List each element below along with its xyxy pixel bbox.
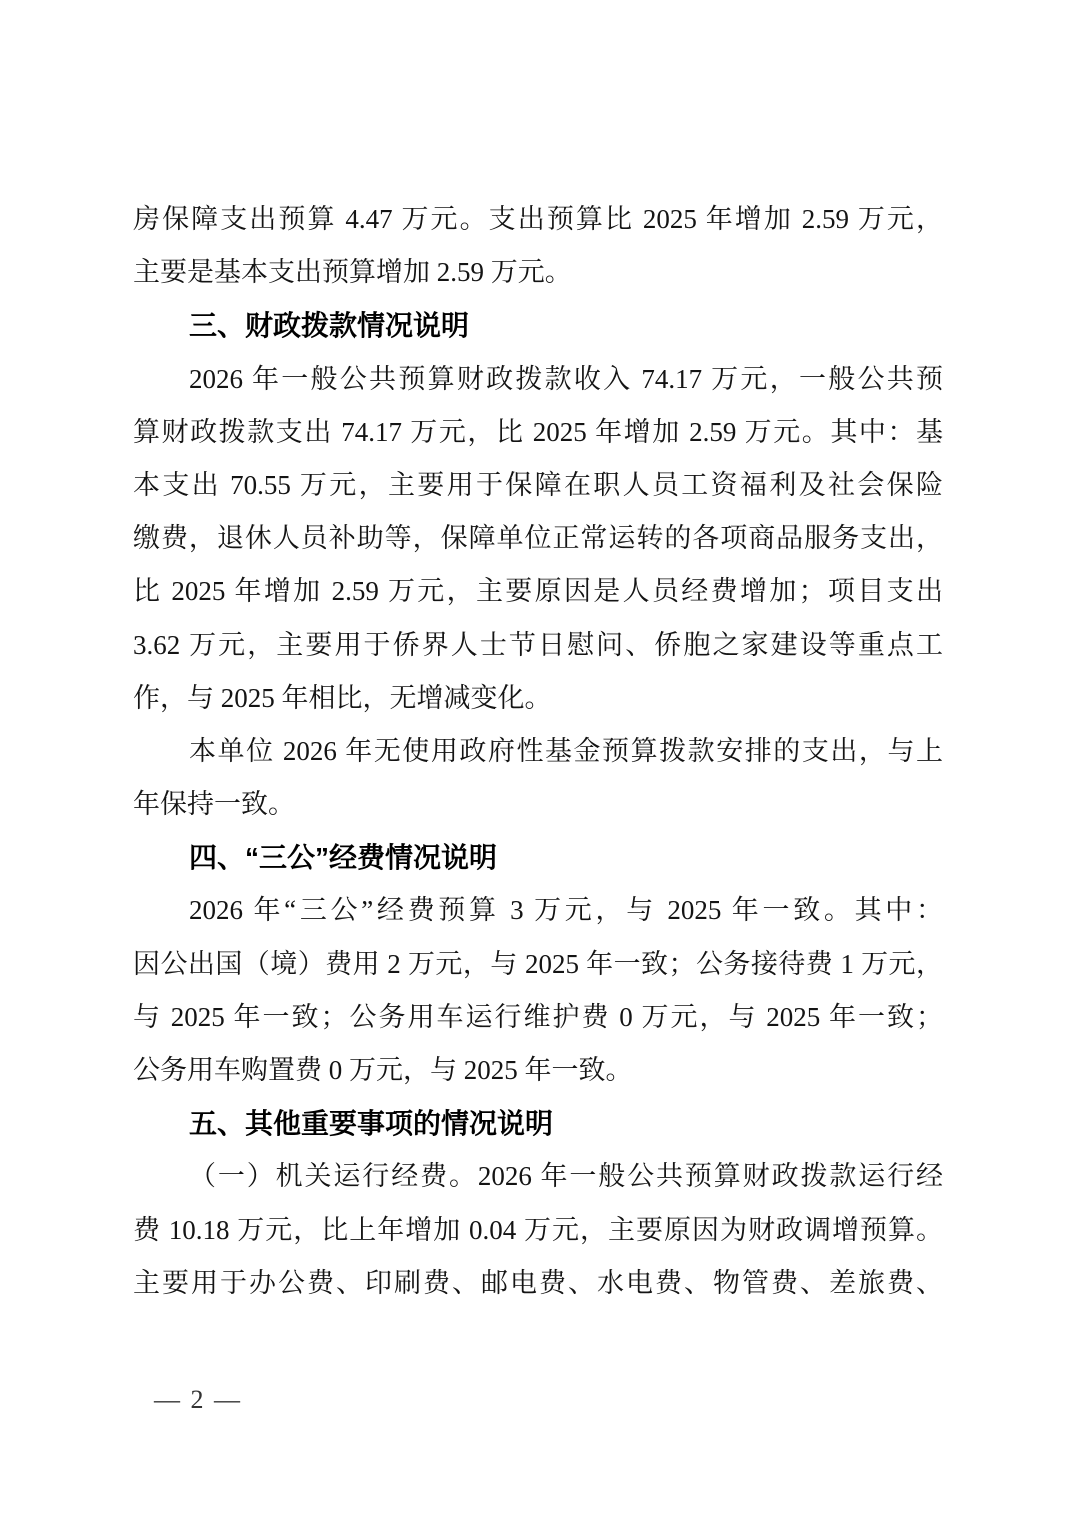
body-text-line: 主要是基本支出预算增加 2.59 万元。: [133, 257, 572, 288]
section-heading: 四、“三公”经费情况说明: [189, 842, 498, 874]
body-text-line: 房保障支出预算 4.47 万元。支出预算比 2025 年增加 2.59 万元，: [133, 204, 943, 234]
body-text-line: （一）机关运行经费。2026 年一般公共预算财政拨款运行经: [189, 1161, 943, 1192]
section-heading: 三、财政拨款情况说明: [189, 310, 470, 342]
body-text-line: 2026 年一般公共预算财政拨款收入 74.17 万元，一般公共预: [189, 363, 943, 394]
body-text-line: 缴费，退休人员补助等，保障单位正常运转的各项商品服务支出，: [133, 523, 943, 554]
body-text-line: 比 2025 年增加 2.59 万元，主要原因是人员经费增加；项目支出: [133, 576, 943, 607]
body-text-line: 主要用于办公费、印刷费、邮电费、水电费、物管费、差旅费、: [133, 1267, 943, 1298]
page-number: — 2 —: [154, 1385, 242, 1414]
body-text-line: 本支出 70.55 万元，主要用于保障在职人员工资福利及社会保险: [133, 469, 943, 500]
section-heading: 五、其他重要事项的情况说明: [189, 1108, 554, 1140]
body-text-line: 公务用车购置费 0 万元，与 2025 年一致。: [133, 1055, 633, 1085]
body-text-line: 年保持一致。: [133, 789, 295, 820]
body-text-line: 作，与 2025 年相比，无增减变化。: [133, 682, 552, 713]
body-text-line: 本单位 2026 年无使用政府性基金预算拨款安排的支出，与上: [189, 735, 943, 766]
text-block: [133, 193, 943, 1310]
body-text-line: 3.62 万元，主要用于侨界人士节日慰问、侨胞之家建设等重点工: [133, 629, 943, 660]
body-text-line: 因公出国（境）费用 2 万元，与 2025 年一致；公务接待费 1 万元，: [133, 948, 943, 979]
body-text-line: 与 2025 年一致；公务用车运行维护费 0 万元，与 2025 年一致；: [133, 1001, 943, 1032]
body-text-line: 2026 年“三公”经费预算 3 万元，与 2025 年一致。其中：: [189, 895, 943, 926]
body-text-line: 费 10.18 万元，比上年增加 0.04 万元，主要原因为财政调增预算。: [133, 1214, 943, 1245]
body-text-line: 算财政拨款支出 74.17 万元，比 2025 年增加 2.59 万元。其中：基: [133, 416, 943, 447]
